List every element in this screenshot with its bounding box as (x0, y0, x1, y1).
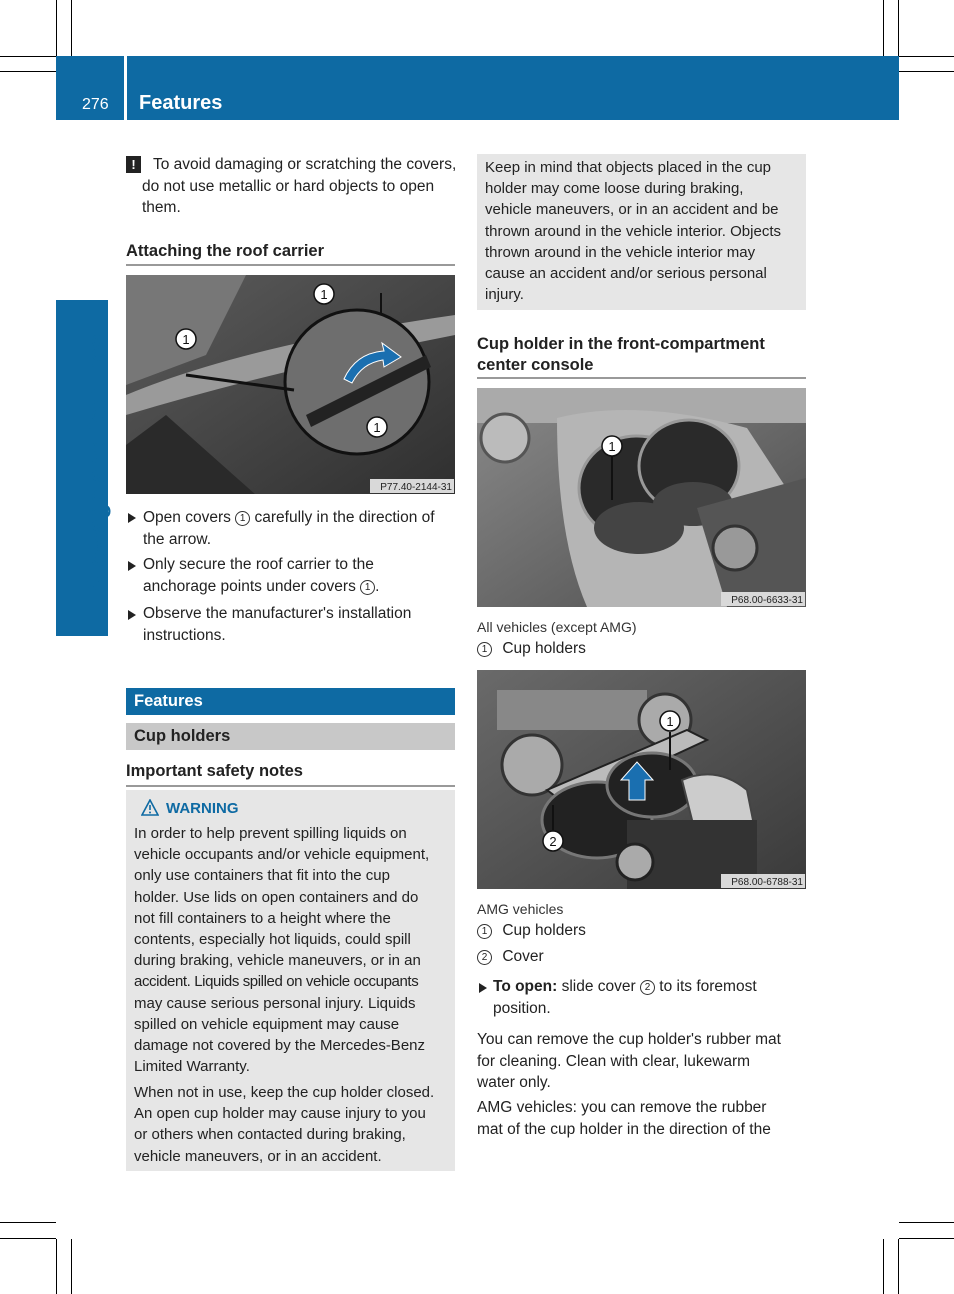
crop-mark (899, 1238, 954, 1239)
paragraph-line: for cleaning. Clean with clear, lukewarm (477, 1052, 751, 1070)
cup-heading-line: Cup holder in the front-compartment (477, 335, 765, 353)
callout-number: 2 (477, 950, 492, 965)
step-text: the arrow. (143, 530, 212, 548)
note-line: injury. (485, 286, 524, 304)
callout-1: 1 (666, 714, 674, 729)
legend-text: Cover (502, 948, 544, 965)
notice-icon: ! (126, 156, 141, 173)
cup-holder-image-amg (477, 670, 806, 889)
step-arrow (128, 610, 136, 620)
cup-heading (477, 334, 765, 376)
warning-triangle-icon (141, 799, 159, 816)
note-line: vehicle maneuvers, or in an accident and be (485, 201, 779, 219)
header-title: Features (139, 92, 223, 114)
heading-rule (477, 377, 806, 379)
subsection-bar-label: Cup holders (134, 727, 231, 745)
callout-number: 1 (477, 642, 492, 657)
legend-text: Cup holders (502, 640, 586, 657)
step-arrow (128, 561, 136, 571)
step-3 (143, 603, 461, 646)
section-bar-features (126, 688, 455, 715)
legend-text: Cup holders (502, 922, 586, 939)
notice-text: To avoid damaging or scratching the covers, do not use metallic or hard objects to open them. (142, 156, 457, 216)
crop-mark (898, 1239, 899, 1294)
side-tab-label: Stowage and features (83, 333, 112, 593)
paragraph-line: You can remove the cup holder's rubber mat (477, 1031, 781, 1048)
legend-item (477, 638, 586, 660)
callout-1: 1 (373, 420, 381, 435)
callout-1: 1 (182, 332, 190, 347)
crop-mark (883, 0, 884, 56)
warning-line: spilled on vehicle equipment may cause (134, 1015, 400, 1033)
header-divider (124, 56, 127, 120)
warning-line: In order to help prevent spilling liquids on (134, 825, 407, 842)
warning-line: accident. Liquids spilled on vehicle occupants (134, 973, 419, 991)
heading-rule (126, 785, 455, 787)
roof-carrier-image (126, 275, 455, 494)
step-1 (143, 507, 461, 550)
warning-line: damage not covered by the Mercedes-Benz (134, 1037, 425, 1055)
image-caption: AMG vehicles (477, 901, 564, 917)
warning-line: When not in use, keep the cup holder closed. (134, 1084, 435, 1101)
step-arrow (128, 513, 136, 523)
warning-line: vehicle occupants and/or vehicle equipment, (134, 846, 430, 864)
step-text: instructions. (143, 626, 226, 644)
step-2 (143, 554, 461, 597)
page-header (56, 56, 899, 120)
paragraph-line: water only. (477, 1074, 551, 1091)
callout-1: 1 (320, 287, 328, 302)
note-line: holder may come loose during braking, (485, 180, 744, 198)
warning-line: contents, especially hot liquids, could spill (134, 931, 411, 949)
heading-rule (126, 264, 455, 266)
image-code: P68.00-6633-31 (731, 595, 803, 606)
step-text: position. (493, 999, 551, 1017)
step-text: . (375, 577, 380, 595)
paragraph-line: AMG vehicles: you can remove the rubber (477, 1099, 767, 1116)
step-text: Open covers (143, 509, 236, 526)
step-text: anchorage points under covers (143, 577, 361, 595)
warning-title: WARNING (166, 800, 239, 817)
note-text (485, 157, 803, 305)
legend-item (477, 946, 544, 968)
image-code: P68.00-6788-31 (731, 877, 803, 888)
step-text: slide cover (557, 978, 640, 995)
crop-mark (56, 1239, 57, 1294)
crop-mark (71, 0, 72, 56)
open-step (493, 976, 811, 1019)
crop-mark (0, 71, 56, 72)
legend-item (477, 920, 586, 942)
warning-line: may cause serious personal injury. Liquids (134, 994, 416, 1012)
crop-mark (899, 1222, 954, 1223)
paragraph-amg (477, 1097, 812, 1140)
callout-number: 1 (235, 511, 250, 526)
crop-mark (898, 0, 899, 56)
warning-line: not fill containers to a height where the (134, 909, 391, 927)
callout-number: 2 (640, 980, 655, 995)
step-arrow (479, 983, 487, 993)
warning-line: only use containers that fit into the cup (134, 867, 390, 885)
step-text: Only secure the roof carrier to the (143, 556, 374, 573)
paragraph-rubber-mat (477, 1029, 812, 1094)
warning-line: Limited Warranty. (134, 1058, 250, 1076)
warning-line: holder. Use lids on open containers and do (134, 888, 419, 906)
crop-mark (0, 1238, 56, 1239)
callout-2: 2 (549, 834, 557, 849)
warning-line: An open cup holder may cause injury to you (134, 1105, 426, 1123)
callout-number: 1 (477, 924, 492, 939)
crop-mark (899, 71, 954, 72)
note-line: cause an accident and/or serious personal (485, 265, 767, 283)
section-bar-label: Features (134, 692, 203, 710)
warning-line: vehicle maneuvers, or in an accident. (134, 1147, 382, 1165)
crop-mark (0, 56, 56, 57)
safety-heading: Important safety notes (126, 762, 303, 780)
note-line: thrown around in the vehicle interior may (485, 243, 756, 261)
callout-1: 1 (608, 439, 616, 454)
paragraph-line: mat of the cup holder in the direction of the (477, 1120, 771, 1138)
roof-heading: Attaching the roof carrier (126, 242, 325, 260)
cup-heading-line: center console (477, 356, 594, 374)
note-line: thrown around in the vehicle interior. Objects (485, 222, 781, 240)
open-step-label: To open: (493, 978, 558, 995)
step-text: carefully in the direction of (250, 509, 435, 526)
step-text: Observe the manufacturer's installation (143, 605, 412, 622)
warning-line: during braking, vehicle maneuvers, or in an (134, 952, 421, 970)
cup-holder-image-standard (477, 388, 806, 607)
crop-mark (56, 0, 57, 56)
subsection-bar-cup-holders (126, 723, 455, 750)
crop-mark (883, 1239, 884, 1294)
step-text: to its foremost (654, 978, 757, 995)
warning-text-2 (134, 1082, 454, 1167)
image-caption: All vehicles (except AMG) (477, 619, 637, 635)
crop-mark (71, 1239, 72, 1294)
warning-text-1 (134, 823, 454, 1077)
page-number: 276 (82, 96, 109, 113)
crop-mark (0, 1222, 56, 1223)
callout-number: 1 (360, 580, 375, 595)
warning-line: or others when contacted during braking, (134, 1126, 406, 1144)
crop-mark (899, 56, 954, 57)
note-line: Keep in mind that objects placed in the cup (485, 159, 772, 176)
image-code: P77.40-2144-31 (380, 482, 452, 493)
